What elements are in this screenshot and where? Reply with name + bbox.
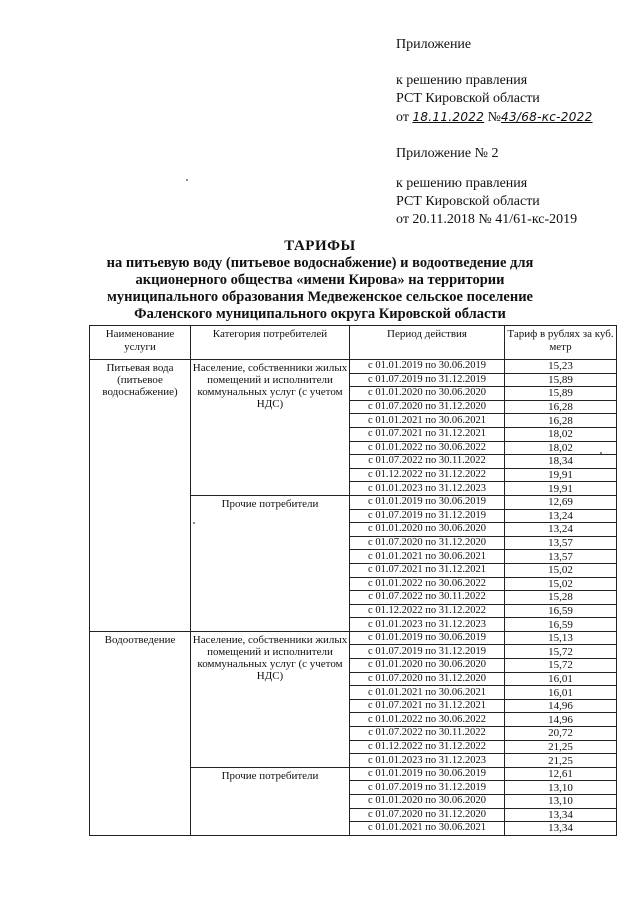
table-row — [90, 360, 617, 374]
period-cell: с 01.07.2022 по 30.11.2022 — [350, 591, 505, 605]
period-cell: с 01.07.2021 по 31.12.2021 — [350, 427, 505, 441]
period-cell: с 01.12.2022 по 31.12.2022 — [350, 604, 505, 618]
category-cell: Прочие потребители — [191, 767, 350, 835]
title-line4: Фаленского муниципального округа Кировской области — [134, 306, 506, 322]
appendix2-title: Приложение № 2 — [396, 146, 499, 161]
period-cell: с 01.01.2020 по 30.06.2020 — [350, 523, 505, 537]
tariff-cell: 15,72 — [505, 645, 617, 659]
decision-line1: к решению правления — [396, 73, 528, 88]
header-service: Наименование услуги — [90, 326, 191, 360]
period-cell: с 01.01.2022 по 30.06.2022 — [350, 713, 505, 727]
period-cell: с 01.07.2022 по 30.11.2022 — [350, 455, 505, 469]
header-period: Период действия — [350, 326, 505, 360]
decision2-line3: от 20.11.2018 № 41/61-кс-2019 — [396, 212, 578, 227]
tariff-cell: 21,25 — [505, 740, 617, 754]
period-cell: с 01.01.2022 по 30.06.2022 — [350, 577, 505, 591]
title-line1: на питьевую воду (питьевое водоснабжение) и водоотведение для — [106, 255, 534, 271]
period-cell: с 01.07.2020 по 31.12.2020 — [350, 536, 505, 550]
scan-speck — [600, 452, 602, 454]
category-cell: Население, собственники жилых помещений и исполнители коммунальных услуг (с учетом НДС) — [191, 631, 350, 767]
number-sign: № — [487, 110, 502, 125]
period-cell: с 01.07.2019 по 31.12.2019 — [350, 373, 505, 387]
tariff-cell: 16,01 — [505, 672, 617, 686]
period-cell: с 01.01.2019 по 30.06.2019 — [350, 631, 505, 645]
period-cell: с 01.12.2022 по 31.12.2022 — [350, 740, 505, 754]
tariff-cell: 14,96 — [505, 713, 617, 727]
appendix2-header — [396, 145, 499, 163]
appendix-title: Приложение — [396, 37, 472, 52]
period-cell: с 01.01.2019 по 30.06.2019 — [350, 360, 505, 374]
period-cell: с 01.01.2019 по 30.06.2019 — [350, 495, 505, 509]
tariff-cell: 18,02 — [505, 441, 617, 455]
tariff-cell: 15,89 — [505, 373, 617, 387]
tariff-cell: 15,89 — [505, 387, 617, 401]
tariff-cell: 12,69 — [505, 495, 617, 509]
title-line2: акционерного общества «имени Кирова» на территории — [135, 272, 505, 288]
tariff-cell: 16,59 — [505, 604, 617, 618]
tariff-cell: 20,72 — [505, 727, 617, 741]
period-cell: с 01.01.2019 по 30.06.2019 — [350, 767, 505, 781]
tariff-cell: 13,24 — [505, 509, 617, 523]
period-cell: с 01.01.2021 по 30.06.2021 — [350, 414, 505, 428]
period-cell: с 01.01.2021 по 30.06.2021 — [350, 822, 505, 836]
period-cell: с 01.07.2020 по 31.12.2020 — [350, 808, 505, 822]
tariff-cell: 19,91 — [505, 482, 617, 496]
period-cell: с 01.07.2021 по 31.12.2021 — [350, 699, 505, 713]
tariff-cell: 13,57 — [505, 550, 617, 564]
decision-date: 18.11.2022 — [412, 110, 485, 124]
period-cell: с 01.07.2022 по 30.11.2022 — [350, 727, 505, 741]
tariff-table — [89, 325, 617, 836]
tariff-cell: 13,10 — [505, 795, 617, 809]
tariff-cell: 16,59 — [505, 618, 617, 632]
tariff-cell: 15,02 — [505, 577, 617, 591]
table-header-row — [90, 326, 617, 360]
tariff-cell: 18,02 — [505, 427, 617, 441]
decision-line2: РСТ Кировской области — [396, 91, 540, 106]
tariff-cell: 16,01 — [505, 686, 617, 700]
period-cell: с 01.01.2023 по 31.12.2023 — [350, 618, 505, 632]
title-line3: муниципального образования Медвеженское сельское поселение — [107, 289, 533, 305]
header-tariff: Тариф в рублях за куб. метр — [505, 326, 617, 360]
period-cell: с 01.07.2020 по 31.12.2020 — [350, 400, 505, 414]
period-cell: с 01.01.2020 по 30.06.2020 — [350, 659, 505, 673]
category-cell: Прочие потребители — [191, 495, 350, 631]
category-cell: Население, собственники жилых помещений и исполнители коммунальных услуг (с учетом НДС) — [191, 360, 350, 496]
period-cell: с 01.01.2022 по 30.06.2022 — [350, 441, 505, 455]
appendix-header — [396, 36, 471, 54]
title-main: ТАРИФЫ — [284, 238, 356, 254]
period-cell: с 01.07.2019 по 31.12.2019 — [350, 645, 505, 659]
service-name-cell: Питьевая вода (питьевое водоснабжение) — [90, 360, 191, 632]
tariff-cell: 21,25 — [505, 754, 617, 768]
decision-date-line — [396, 108, 593, 127]
tariff-cell: 15,02 — [505, 563, 617, 577]
period-cell: с 01.01.2021 по 30.06.2021 — [350, 686, 505, 700]
decision-reference — [396, 72, 593, 127]
period-cell: с 01.01.2020 по 30.06.2020 — [350, 387, 505, 401]
tariff-cell: 16,28 — [505, 414, 617, 428]
period-cell: с 01.01.2023 по 31.12.2023 — [350, 482, 505, 496]
tariff-cell: 13,34 — [505, 822, 617, 836]
tariff-cell: 12,61 — [505, 767, 617, 781]
period-cell: с 01.12.2022 по 31.12.2022 — [350, 468, 505, 482]
tariff-cell: 15,23 — [505, 360, 617, 374]
period-cell: с 01.07.2020 по 31.12.2020 — [350, 672, 505, 686]
scan-speck — [193, 522, 195, 524]
period-cell: с 01.07.2019 по 31.12.2019 — [350, 781, 505, 795]
table-row — [90, 631, 617, 645]
decision2-line2: РСТ Кировской области — [396, 194, 540, 209]
period-cell: с 01.07.2021 по 31.12.2021 — [350, 563, 505, 577]
from-prefix: от — [396, 110, 409, 125]
tariff-cell: 15,13 — [505, 631, 617, 645]
tariff-cell: 14,96 — [505, 699, 617, 713]
period-cell: с 01.01.2021 по 30.06.2021 — [350, 550, 505, 564]
tariff-cell: 13,57 — [505, 536, 617, 550]
tariff-table-body — [90, 360, 617, 836]
tariff-cell: 15,28 — [505, 591, 617, 605]
tariff-cell: 13,10 — [505, 781, 617, 795]
decision-number: 43/68-кс-2022 — [501, 110, 593, 124]
tariff-cell: 18,34 — [505, 455, 617, 469]
period-cell: с 01.01.2023 по 31.12.2023 — [350, 754, 505, 768]
service-name-cell: Водоотведение — [90, 631, 191, 835]
decision2-line1: к решению правления — [396, 176, 528, 191]
period-cell: с 01.07.2019 по 31.12.2019 — [350, 509, 505, 523]
decision2-reference — [396, 175, 577, 229]
tariff-cell: 13,24 — [505, 523, 617, 537]
header-category: Категория потребителей — [191, 326, 350, 360]
tariff-cell: 19,91 — [505, 468, 617, 482]
document-title — [80, 238, 560, 323]
scan-speck — [186, 179, 188, 181]
period-cell: с 01.01.2020 по 30.06.2020 — [350, 795, 505, 809]
tariff-cell: 16,28 — [505, 400, 617, 414]
tariff-cell: 13,34 — [505, 808, 617, 822]
tariff-cell: 15,72 — [505, 659, 617, 673]
